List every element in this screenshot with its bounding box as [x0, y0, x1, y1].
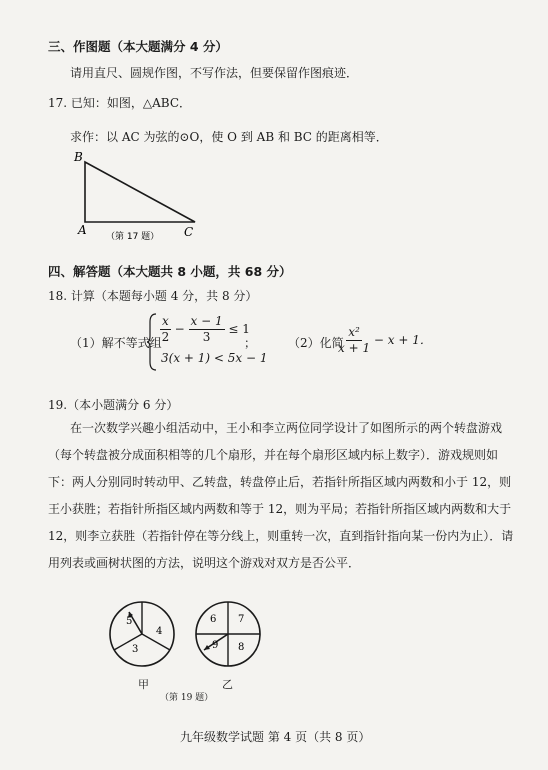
spinner-jia-number-3: 3	[132, 644, 139, 655]
q18-part2-label: （2）化简	[288, 336, 344, 350]
q19-paragraph: 在一次数学兴趣小组活动中，王小和李立两位同学设计了如图所示的两个转盘游戏（每个转盘被分成面积相等的几个扇形，并在每个扇形区域内标上数字）．游戏规则如下：两人分别同时转动甲、乙转盘，转盘停止后，若指针所指区域内两数和小于 12，则王小获胜；若指针所指区域内两数和等于 12，则为平局；若指针所指区域内两数和大于 12，则李立获胜（若指针停在等分线上，则重转一次，直到指针指向某一份内为止）．请用列表或画树状图的方法，说明这个游戏对双方是否公平．	[48, 421, 514, 570]
section-4-heading: 四、解答题（本大题共 8 小题，共 68 分）	[48, 264, 292, 279]
q17-triangle-figure	[60, 150, 220, 245]
spinner-jia	[104, 596, 184, 676]
section-3-instruction: 请用直尺、圆规作图，不写作法，但要保留作图痕迹．	[70, 66, 359, 80]
system-brace	[146, 312, 158, 372]
spinner-yi-number-9: 9	[212, 640, 219, 651]
ineq1-relation: ≤ 1	[228, 322, 250, 336]
expr-numerator: x²	[348, 325, 360, 339]
q18-separator: ；	[244, 336, 257, 350]
inequality-2: 3(x + 1) < 5x − 1	[161, 351, 268, 365]
spinner-yi-number-6: 6	[210, 614, 217, 625]
expr-tail: − x + 1．	[373, 333, 432, 347]
q17-task: 求作：以 AC 为弦的⊙O，使 O 到 AB 和 BC 的距离相等．	[70, 130, 388, 144]
spinner-yi-number-7: 7	[238, 614, 245, 625]
vertex-b-label: B	[74, 150, 83, 164]
q19-caption: （第 19 题）	[160, 693, 214, 703]
spinner-jia-label: 甲	[138, 678, 149, 691]
q18-part1-label: （1）解不等式组	[70, 336, 162, 350]
vertex-c-label: C	[184, 225, 194, 239]
spinner-jia-number-4: 4	[156, 626, 163, 637]
ineq1-minus: −	[174, 322, 185, 336]
spinner-yi-number-8: 8	[238, 642, 245, 653]
ineq1-a-numerator: x	[162, 314, 169, 328]
spinner-yi	[190, 596, 270, 676]
q17-caption: （第 17 题）	[106, 232, 160, 242]
spinner-jia-number-5: 5	[126, 616, 133, 627]
expr-denominator: x + 1	[338, 341, 371, 355]
q18-part2-expression	[338, 325, 432, 356]
spinner-yi-label: 乙	[222, 678, 233, 691]
q19-title: 19.（本小题满分 6 分）	[48, 398, 179, 412]
q18-title: 18. 计算（本题每小题 4 分，共 8 分）	[48, 289, 258, 303]
section-3-heading: 三、作图题（本大题满分 4 分）	[48, 39, 228, 54]
triangle-abc	[85, 162, 195, 222]
ineq1-b-numerator: x − 1	[190, 314, 223, 328]
page-footer: 九年级数学试题 第 4 页（共 8 页）	[180, 730, 371, 744]
ineq1-a-denominator: 2	[161, 330, 170, 344]
vertex-a-label: A	[78, 223, 87, 237]
ineq1-b-denominator: 3	[202, 330, 211, 344]
q17-given: 17. 已知：如图，△ABC．	[48, 96, 192, 110]
inequality-1	[160, 314, 250, 345]
